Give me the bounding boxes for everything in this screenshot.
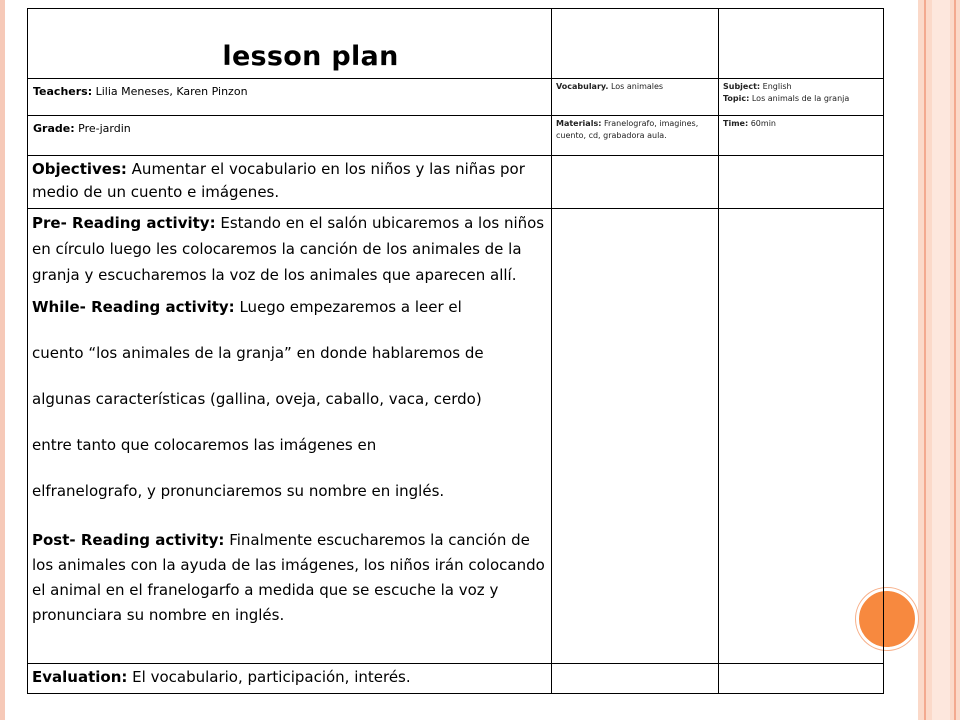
grade-value: Pre-jardin xyxy=(78,122,131,135)
empty-cell xyxy=(719,156,884,209)
title-cell xyxy=(28,9,552,79)
topic-value: Los animals de la granja xyxy=(751,94,850,103)
materials-label: Materials: xyxy=(556,119,602,128)
evaluation-value: El vocabulario, participación, interés. xyxy=(132,668,411,686)
grade-label: Grade: xyxy=(33,122,75,135)
decoration-stripe xyxy=(924,0,926,720)
subject-value: English xyxy=(762,82,792,91)
empty-cell xyxy=(719,9,884,79)
post-reading-label: Post- Reading activity: xyxy=(32,531,225,549)
grade-row xyxy=(28,116,884,156)
right-decoration-bar xyxy=(918,0,960,720)
objectives-value: Aumentar el vocabulario en los niños y las niñas por medio de un cuento e imágenes. xyxy=(32,160,525,201)
empty-cell xyxy=(719,209,884,664)
time-value: 60min xyxy=(750,119,776,128)
materials-cell xyxy=(552,116,719,156)
teachers-label: Teachers: xyxy=(33,85,93,98)
subject-label: Subject: xyxy=(723,82,761,91)
page-title: lesson plan xyxy=(222,41,399,72)
objectives-label: Objectives: xyxy=(32,160,127,178)
objectives-cell xyxy=(28,156,552,209)
empty-cell xyxy=(552,156,719,209)
empty-cell xyxy=(552,209,719,664)
left-decoration-line xyxy=(0,0,5,720)
while-reading-line: algunas características (gallina, oveja, caballo, vaca, cerdo) xyxy=(32,390,482,408)
vocabulary-value: Los animales xyxy=(610,82,664,91)
empty-cell xyxy=(552,9,719,79)
time-cell xyxy=(719,116,884,156)
teachers-row xyxy=(28,79,884,116)
activities-row xyxy=(28,209,884,664)
while-reading-label: While- Reading activity: xyxy=(32,298,235,316)
evaluation-label: Evaluation: xyxy=(32,668,128,686)
time-label: Time: xyxy=(723,119,749,128)
subject-topic-cell xyxy=(719,79,884,116)
pre-reading-text: Estando en el salón ubicaremos a los niños en círculo luego les colocaremos la canción de los animales de la granja y escucharemos la voz de los animales que aparecen allí. xyxy=(32,214,545,284)
empty-cell xyxy=(719,664,884,694)
pre-reading-block xyxy=(32,210,547,288)
while-reading-line: cuento “los animales de la granja” en donde hablaremos de xyxy=(32,344,484,362)
teachers-cell xyxy=(28,79,552,116)
vocabulary-label: Vocabulary. xyxy=(556,82,609,91)
activities-cell xyxy=(28,209,552,664)
objectives-row xyxy=(28,156,884,209)
pre-reading-label: Pre- Reading activity: xyxy=(32,214,216,232)
decoration-stripe xyxy=(954,0,956,720)
post-reading-text: Finalmente escucharemos la canción de los animales con la ayuda de las imágenes, los niños irán colocando el animal en el franelogarfo a medida que se escuche la voz y pronunciara su nombre en inglés. xyxy=(32,531,545,624)
while-reading-line: entre tanto que colocaremos las imágenes en xyxy=(32,436,377,454)
post-reading-block xyxy=(32,528,547,628)
teachers-value: Lilia Meneses, Karen Pinzon xyxy=(95,85,248,98)
while-reading-block xyxy=(32,294,547,528)
evaluation-cell xyxy=(28,664,552,694)
materials-value: Franelografo, imagines, cuento, cd, grabadora aula. xyxy=(556,119,699,140)
title-row xyxy=(28,9,884,79)
decoration-stripe xyxy=(932,0,950,720)
topic-label: Topic: xyxy=(723,94,750,103)
grade-cell xyxy=(28,116,552,156)
empty-cell xyxy=(552,664,719,694)
while-reading-line: elfranelografo, y pronunciaremos su nombre en inglés. xyxy=(32,482,445,500)
evaluation-row xyxy=(28,664,884,694)
lesson-plan-table xyxy=(27,8,884,694)
while-reading-text: Luego empezaremos a leer el xyxy=(239,298,462,316)
vocabulary-cell xyxy=(552,79,719,116)
